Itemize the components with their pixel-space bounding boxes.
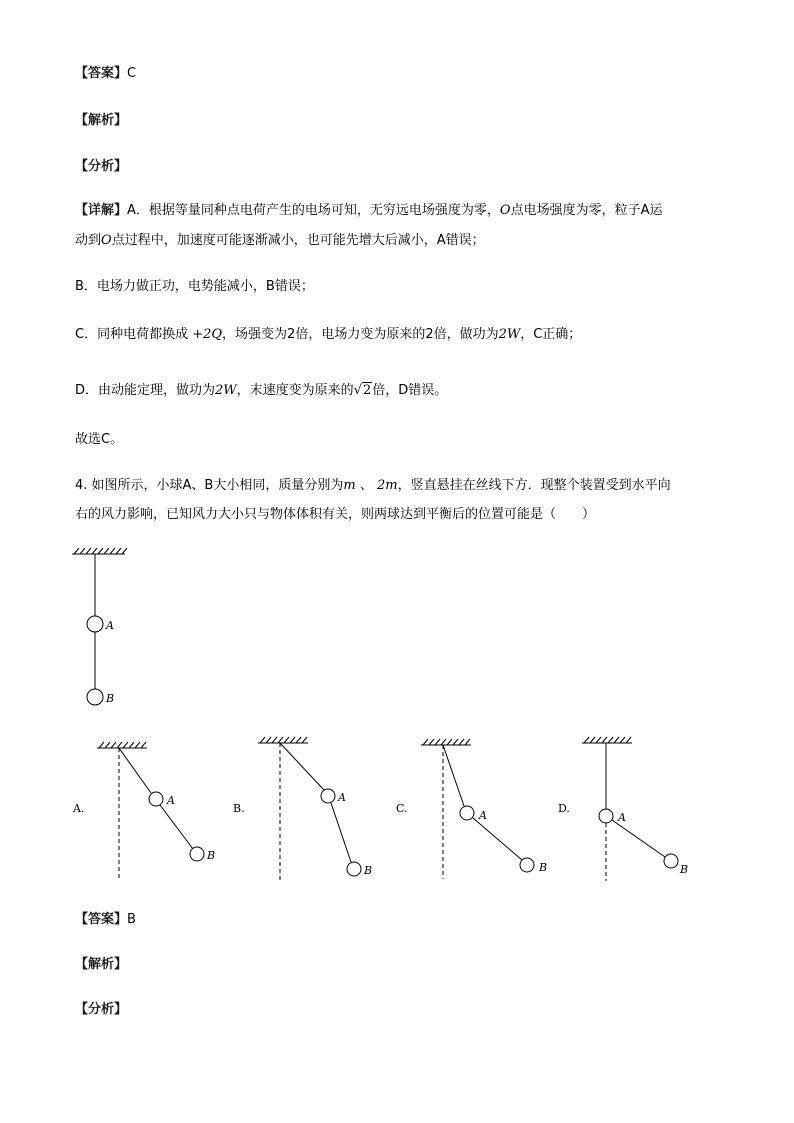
- conclusion-text: 故选C。: [75, 432, 124, 447]
- lower-string: [160, 805, 193, 849]
- fenxi-line-2: [75, 1000, 127, 1020]
- ball-b: [87, 689, 103, 705]
- detail-a-text1: A．根据等量同种点电荷产生的电场可知，无穷远电场强度为零，: [127, 203, 500, 218]
- detail-b-text: B．电场力做正功，电势能减小，B错误；: [75, 279, 314, 294]
- ball-b-label: B: [106, 692, 115, 705]
- detail-d-post: 倍，D错误。: [372, 383, 448, 398]
- option-d-label[interactable]: D.: [558, 802, 570, 815]
- lower-string: [612, 820, 665, 857]
- option-d-figure[interactable]: [580, 733, 710, 883]
- detail-c-pre: C．同种电荷都换成: [75, 327, 193, 342]
- answer-tag-2: 【答案】: [75, 912, 128, 927]
- q4-text2: 右的风力影响，已知风力大小只与物体体积有关，则两球达到平衡后的位置可能是（ ）: [75, 507, 596, 522]
- detail-c-mid: ，场强变为2倍，电场力变为原来的2倍，做功为: [222, 327, 499, 342]
- ball-a: [87, 616, 103, 632]
- ceiling-hatch: [258, 737, 308, 743]
- detail-a-text2-pre: 动到: [75, 233, 102, 248]
- main-pendulum-figure: [70, 546, 140, 712]
- detail-a-text1b: 点电场强度为零，粒子A运: [510, 203, 663, 218]
- detail-line-a2: [75, 231, 485, 251]
- ceiling-hatch: [421, 739, 471, 745]
- q4-text1-pre: 4. 如图所示，小球A、B大小相同，质量分别为: [75, 478, 344, 493]
- sqrt-radicand: 2: [362, 383, 372, 398]
- conclusion-line: [75, 430, 123, 450]
- ball-b-label: B: [680, 863, 689, 876]
- ceiling-hatch: [582, 737, 632, 743]
- analysis-tag: 【解析】: [75, 113, 128, 128]
- ball-a-label: A: [479, 809, 487, 822]
- ball-a: [460, 806, 474, 820]
- option-b-label[interactable]: B.: [233, 802, 245, 815]
- detail-d-mid: ，末速度变为原来的: [236, 383, 354, 398]
- answer-line-2: [75, 910, 136, 930]
- lower-string: [473, 818, 522, 860]
- mass-m: m: [343, 478, 356, 493]
- analysis-line-2: [75, 955, 127, 975]
- upper-string: [443, 745, 464, 806]
- detail-d-pre: D．由动能定理，做功为: [75, 383, 216, 398]
- mass-2m: 2m: [376, 478, 398, 493]
- work-expression: 2W: [498, 327, 521, 342]
- sqrt-expression: √2: [353, 383, 372, 398]
- detail-line-d: [75, 381, 447, 401]
- ball-b: [190, 847, 204, 861]
- ceiling-hatch: [97, 742, 147, 748]
- ball-b: [520, 858, 534, 872]
- ball-a: [321, 789, 335, 803]
- answer-tag: 【答案】: [75, 66, 128, 81]
- upper-string: [280, 743, 324, 790]
- question4-line1: [75, 476, 671, 496]
- detail-tag: 【详解】: [75, 203, 128, 218]
- option-c-figure[interactable]: [419, 735, 559, 881]
- fenxi-tag-2: 【分析】: [75, 1002, 128, 1017]
- answer-line: [75, 64, 136, 84]
- ball-b-label: B: [539, 861, 548, 874]
- analysis-line: [75, 111, 127, 131]
- detail-line-a1: [75, 201, 663, 221]
- detail-line-c: [75, 325, 581, 345]
- detail-a-text2-post: 点过程中，加速度可能逐渐减小，也可能先增大后减小，A错误；: [111, 233, 485, 248]
- option-a-label[interactable]: A.: [73, 802, 85, 815]
- answer-value: C: [127, 66, 137, 81]
- ceiling-hatch: [72, 548, 127, 554]
- ball-a: [599, 809, 613, 823]
- detail-c-post: ，C正确；: [520, 327, 582, 342]
- ball-a-label: A: [106, 619, 114, 632]
- analysis-tag-2: 【解析】: [75, 957, 128, 972]
- detail-line-b: [75, 277, 314, 297]
- option-b-figure[interactable]: [256, 733, 386, 885]
- ball-b-label: B: [207, 849, 216, 862]
- point-o-symbol-2: O: [101, 233, 112, 248]
- point-o-symbol: O: [499, 203, 511, 218]
- option-a-figure[interactable]: [95, 738, 225, 880]
- work-expression-2: 2W: [215, 383, 237, 398]
- upper-string: [119, 748, 151, 793]
- q4-text1-post: ，竖直悬挂在丝线下方．现整个装置受到水平向: [397, 478, 671, 493]
- ball-b-label: B: [364, 864, 373, 877]
- ball-a-label: A: [618, 811, 626, 824]
- question4-line2: [75, 505, 595, 525]
- option-c-label[interactable]: C.: [396, 802, 408, 815]
- ball-b: [664, 854, 678, 868]
- charge-expression: +2Q: [192, 327, 223, 342]
- mass-separator: 、: [355, 478, 377, 493]
- fenxi-tag: 【分析】: [75, 159, 128, 174]
- ball-b: [347, 862, 361, 876]
- fenxi-line: [75, 157, 127, 177]
- ball-a-label: A: [338, 791, 346, 804]
- ball-a: [149, 792, 163, 806]
- answer-value-2: B: [127, 912, 136, 927]
- lower-string: [331, 803, 351, 862]
- ball-a-label: A: [167, 794, 175, 807]
